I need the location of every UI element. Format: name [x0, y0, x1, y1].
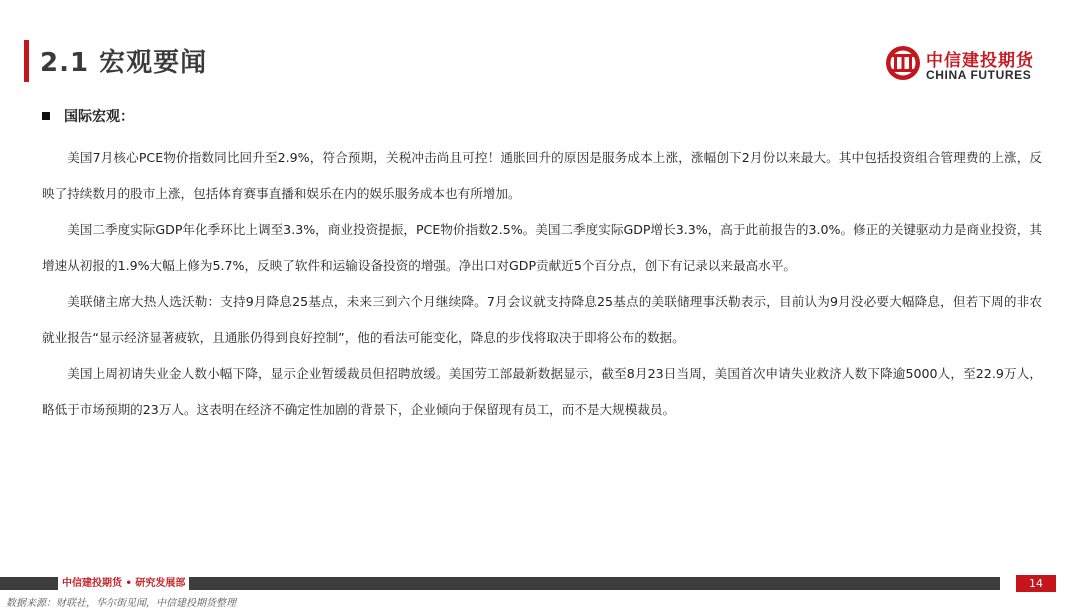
page-title: 2.1 宏观要闻	[40, 48, 208, 78]
page-number: 14	[1029, 577, 1043, 590]
data-source-note: 数据来源：财联社，华尔街见闻，中信建投期货整理	[6, 598, 236, 609]
news-paragraph: 美联储主席大热人选沃勒：支持9月降息25基点，未来三到六个月继续降。7月会议就支持降息25基点的美联储理事沃勒表示，目前认为9月没必要大幅降息，但若下周的非农就业报告“显示经济显著疲软，且通胀仍得到良好控制”，他的看法可能变化，降息的步伐将取决于即将公布的数据。	[42, 294, 1042, 345]
news-paragraph: 美国上周初请失业金人数小幅下降，显示企业暂缓裁员但招聘放缓。美国劳工部最新数据显示，截至8月23日当周，美国首次申请失业救济人数下降逾5000人，至22.9万人，略低于市场预期的23万人。这表明在经济不确定性加剧的背景下，企业倾向于保留现有员工，而不是大规模裁员。	[42, 366, 1042, 417]
news-body	[42, 140, 1042, 428]
page-number-box	[1016, 575, 1056, 592]
footer-department: 中信建投期货 • 研究发展部	[62, 578, 186, 589]
citic-emblem-icon	[884, 44, 922, 82]
news-paragraph: 美国二季度实际GDP年化季环比上调至3.3%，商业投资提振，PCE物价指数2.5%。美国二季度实际GDP增长3.3%，高于此前报告的3.0%。修正的关键驱动力是商业投资，其增速从初报的1.9%大幅上修为5.7%，反映了软件和运输设备投资的增强。净出口对GDP贡献近5个百分点，创下有记录以来最高水平。	[42, 222, 1042, 273]
logo-chinese-name: 中信建投期货	[926, 51, 1034, 71]
logo-english-name: CHINA FUTURES	[926, 68, 1032, 82]
footer-dept-block	[58, 577, 189, 590]
section-label: 国际宏观：	[64, 109, 134, 125]
news-paragraph: 美国7月核心PCE物价指数同比回升至2.9%，符合预期，关税冲击尚且可控！通胀回升的原因是服务成本上涨，涨幅创下2月份以来最大。其中包括投资组合管理费的上涨，反映了持续数月的股市上涨，包括体育赛事直播和娱乐在内的娱乐服务成本也有所增加。	[42, 150, 1042, 201]
section-heading	[42, 105, 134, 127]
title-accent-bar	[24, 40, 29, 82]
company-logo	[884, 44, 1054, 84]
square-bullet-icon	[42, 112, 50, 120]
